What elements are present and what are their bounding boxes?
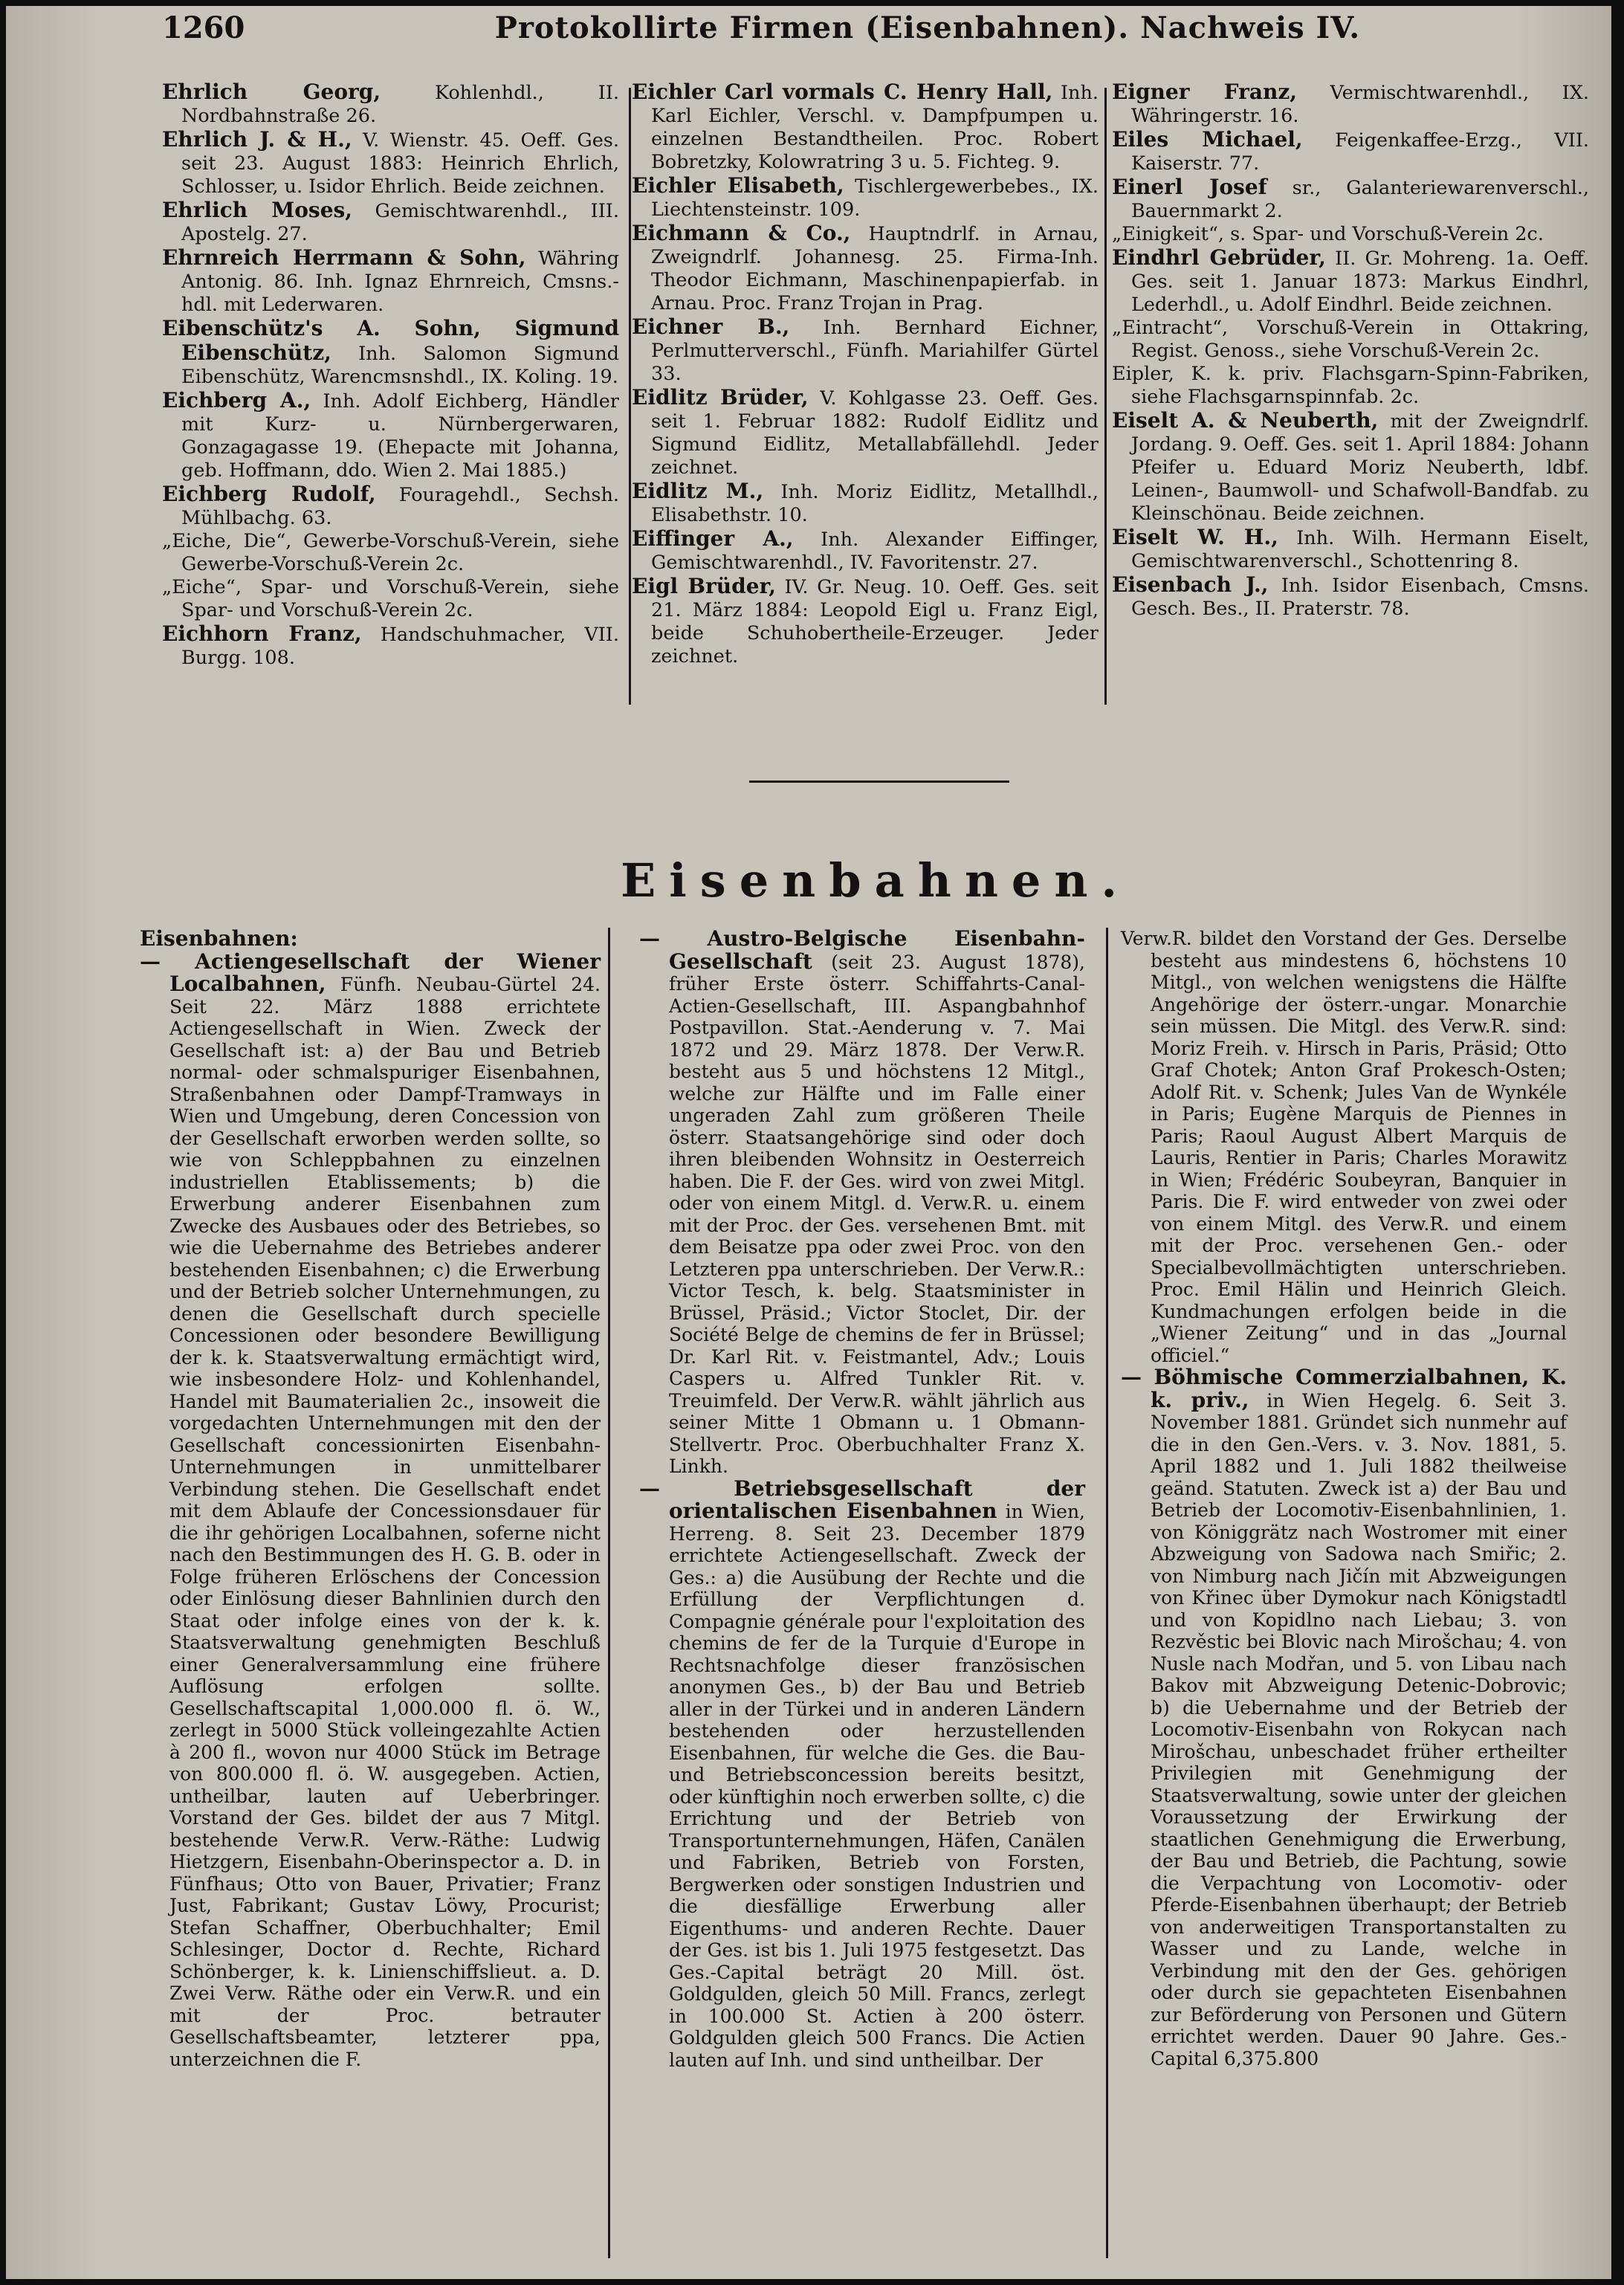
- entry: [1112, 317, 1589, 363]
- entry-text: Gemischtwarenhdl., III. Apostelg. 27.: [181, 200, 619, 245]
- entry-text: II. Gr. Mohreng. 1a. Oeff. Ges. seit 1. Januar 1873: Markus Eindhrl, Lederhdl., u. Adolf Eindhrl. Beide zeichnen.: [1131, 248, 1589, 316]
- entry-name: Eiselt W. H.,: [1112, 525, 1278, 549]
- entry-text: Handschuhmacher, VII. Burgg. 108.: [181, 624, 619, 669]
- entry-text: sr., Galanteriewarenverschl., Bauernmarkt 2.: [1131, 177, 1590, 222]
- entry-name: Eisenbahnen:: [140, 926, 298, 951]
- entry-text: V. Kohlgasse 23. Oeff. Ges. seit 1. Februar 1882: Rudolf Eidlitz und Sigmund Eidlitz, Metallabfällehdl. Jeder zeichnet.: [651, 387, 1099, 479]
- directory-column-3: [1112, 80, 1589, 621]
- entry-text: Eipler, K. k. priv. Flachsgarn-Spinn-Fabriken, siehe Flachsgarnspinnfab. 2c.: [1112, 363, 1589, 408]
- entry-text: Inh. Alexander Eiffinger, Gemischtwarenhdl., IV. Favoritenstr. 27.: [651, 529, 1099, 574]
- entry-name: Eidlitz Brüder,: [632, 385, 809, 410]
- railway-column-1: [140, 928, 601, 2070]
- entry: [632, 479, 1099, 527]
- entry-text: Inh. Wilh. Hermann Eiselt, Gemischtwarenverschl., Schottenring 8.: [1131, 527, 1589, 572]
- entry: [1112, 363, 1589, 409]
- entry-name: Eindhrl Gebrüder,: [1112, 245, 1326, 270]
- entry-name: Eichner B.,: [632, 314, 790, 339]
- entry: [162, 530, 619, 576]
- entry: [140, 928, 601, 951]
- entry: [162, 128, 619, 198]
- entry-name: Eibenschütz's A. Sohn, Sigmund Eibenschütz,: [162, 316, 619, 365]
- entry-text: Inh. Adolf Eichberg, Händler mit Kurz- u. Nürnbergerwaren, Gonzagagasse 19. (Ehepacte mit Johanna, geb. Hoffmann, ddo. Wien 2. Mai 1885.): [181, 390, 619, 482]
- entry-text: Inh. Isidor Eisenbach, Cmsns. Gesch. Bes., II. Praterstr. 78.: [1131, 575, 1590, 620]
- section-title: Eisenbahnen.: [620, 853, 1131, 908]
- entry-name: Eigner Franz,: [1112, 80, 1297, 104]
- entry-name: — Austro-Belgische Eisenbahn-Gesellschaft: [639, 926, 1085, 974]
- entry-text: Hauptndrlf. in Arnau, Zweigndrlf. Johannesg. 25. Firma-Inh. Theodor Eichmann, Maschinenpapierfab. in Arnau. Proc. Franz Trojan in Prag.: [651, 223, 1099, 314]
- entry-name: Eidlitz M.,: [632, 479, 764, 503]
- entry: [162, 198, 619, 246]
- entry: [632, 174, 1099, 222]
- entry-text: in Wien, Herreng. 8. Seit 23. December 1879 errichtete Actiengesellschaft. Zweck der Ges.: a) die Ausübung der Rechte und die Erfüllung der Verpflichtungen d. Compagnie générale pour l'exploitation des chemins de fer de la Turquie d'Europe in Rechtsnachfolge dieser französischen anonymen Ges., b) der Bau und Betrieb aller in der Türkei und in anderen Ländern bestehenden oder herzustellenden Eisenbahnen, für welche die Ges. die Bau- und Betriebsconcession bereits besitzt, oder künftighin noch erwerben sollte, c) die Errichtung und der Betrieb von Transportunternehmungen, Häfen, Canälen und Fabriken, Betrieb von Forsten, Bergwerken oder sonstigen Industrien und die diesfällige Erwerbung aller Eigenthums- und anderen Rechte. Dauer der Ges. ist bis 1. Juli 1975 festgesetzt. Das Ges.-Capital beträgt 20 Mill. öst. Goldgulden, gleich 50 Mill. Francs, zerlegt in 100.000 St. Actien à 200 österr. Goldgulden gleich 500 Francs. Die Actien lauten auf Inh. und sind untheilbar. Der: [669, 1501, 1085, 2071]
- entry-text: „Einigkeit“, s. Spar- und Vorschuß-Verein 2c.: [1112, 223, 1544, 245]
- entry-name: — Böhmische Commerzialbahnen, K. k. priv.,: [1121, 1365, 1567, 1412]
- entry-text: V. Wienstr. 45. Oeff. Ges. seit 23. August 1883: Heinrich Ehrlich, Schlosser, u. Isidor Ehrlich. Beide zeichnen.: [181, 129, 619, 198]
- page-header: [162, 10, 1589, 64]
- entry-text: Feigenkaffee-Erzg., VII. Kaiserstr. 77.: [1131, 129, 1590, 175]
- page-number: 1260: [162, 10, 245, 45]
- entry-text: Inh. Bernhard Eichner, Perlmutterverschl., Fünfh. Mariahilfer Gürtel 33.: [651, 317, 1099, 385]
- entry-name: Eigl Brüder,: [632, 574, 776, 598]
- entry: [632, 527, 1099, 575]
- column-rule: [1104, 88, 1107, 705]
- entry: [1112, 409, 1589, 526]
- entry-text: Inh. Moriz Eidlitz, Metallhdl., Elisabethstr. 10.: [651, 481, 1099, 526]
- entry: [639, 1478, 1085, 2072]
- entry-text: IV. Gr. Neug. 10. Oeff. Ges. seit 21. März 1884: Leopold Eigl u. Franz Eigl, beide Schuhobertheile-Erzeuger. Jeder zeichnet.: [651, 576, 1099, 668]
- railway-listing: [140, 928, 1596, 2266]
- entry: [162, 317, 619, 389]
- running-head: Protokollirte Firmen (Eisenbahnen). Nachweis IV.: [494, 10, 1361, 45]
- entry-name: Eichberg Rudolf,: [162, 482, 376, 506]
- entry-text: Fünfh. Neubau-Gürtel 24. Seit 22. März 1888 errichtete Actiengesellschaft in Wien. Zweck der Gesellschaft ist: a) der Bau und Betrieb normal- oder schmalspuriger Eisenbahnen, Straßenbahnen oder Dampf-Tramways in Wien und Umgebung, deren Concession von der Gesellschaft erworben werden sollte, so wie von Schleppbahnen zu einzelnen industriellen Etablissements; b) die Erwerbung anderer Eisenbahnen zum Zwecke des Ausbaues oder des Betriebes, so wie die Uebernahme des Betriebes anderer bestehenden Eisenbahnen; c) die Erwerbung und der Betrieb solcher Unternehmungen, zu denen die Gesellschaft durch specielle Concessionen oder besondere Bewilligung der k. k. Staatsverwaltung ermächtigt wird, wie insbesondere Holz- und Kohlenhandel, Handel mit Baumaterialien 2c., insoweit die vorgedachten Unternehmungen mit den der Gesellschaft concessionirten Eisenbahn-Unternehmungen in unmittelbarer Verbindung stehen. Die Gesellschaft endet mit dem Ablaufe der Concessionsdauer für die ihr gehörigen Localbahnen, soferne nicht nach den Bestimmungen des H. G. B. oder in Folge früheren Erlöschens der Concession oder Einlösung dieser Bahnlinien durch den Staat oder infolge eines von der k. k. Staatsverwaltung genehmigten Beschluß einer Generalversammlung eine frühere Auflösung erfolgen sollte. Gesellschaftscapital 1,000.000 fl. ö. W., zerlegt in 5000 Stück volleingezahlte Actien à 200 fl., wovon nur 4000 Stück im Betrage von 800.000 fl. ö. W. ausgegeben. Actien, untheilbar, lauten auf Ueberbringer. Vorstand der Ges. bildet der aus 7 Mitgl. bestehende Verw.R. Verw.-Räthe: Ludwig Hietzgern, Eisenbahn-Oberinspector a. D. in Fünfhaus; Otto von Bauer, Privatier; Franz Just, Fabrikant; Gustav Löwy, Procurist; Stefan Schaffner, Oberbuchhalter; Emil Schlesinger, Doctor d. Rechte, Richard Schönberger, k. k. Linienschiffslieut. a. D. Zwei Verw. Räthe oder ein Verw.R. und ein mit der Proc. betrauter Gesellschaftsbeamter, letzterer ppa, unterzeichnen die F.: [169, 974, 601, 2070]
- column-rule: [608, 928, 610, 2258]
- entry-name: Ehrlich Moses,: [162, 198, 353, 222]
- entry-text: Währing Antonig. 86. Inh. Ignaz Ehrnreich, Cmsns.-hdl. mit Lederwaren.: [181, 248, 619, 316]
- entry-name: — Betriebsgesellschaft der orientalischen Eisenbahnen: [639, 1476, 1085, 1523]
- entry: [1112, 128, 1589, 175]
- entry: [1112, 80, 1589, 128]
- directory-listing: [162, 80, 1589, 749]
- entry-text: „Eintracht“, Vorschuß-Verein in Ottakring, Regist. Genoss., siehe Vorschuß-Verein 2c.: [1112, 317, 1589, 362]
- entry-name: Eichmann & Co.,: [632, 221, 851, 245]
- entry-name: Eichler Elisabeth,: [632, 173, 844, 198]
- railway-column-3: [1121, 928, 1567, 2069]
- entry-text: Tischlergewerbebes., IX. Liechtensteinstr. 109.: [651, 175, 1099, 221]
- entry-name: Eichler Carl vormals C. Henry Hall,: [632, 80, 1053, 104]
- entry-text: in Wien Hegelg. 6. Seit 3. November 1881. Gründet sich nunmehr auf die in den Gen.-Vers. v. 3. Nov. 1881, 5. April 1882 und 1. Juli 1882 theilweise geänd. Statuten. Zweck ist a) der Bau und Betrieb der Locomotiv-Eisenbahnlinien, 1. von Königgrätz nach Wostromer mit einer Abzweigung von Sadowa nach Smiřic; 2. von Nimburg nach Jičín mit Abzweigungen von Křinec über Dymokur nach Königstadtl und von Kopidlno nach Liebau; 3. von Rezvěstic bei Blovic nach Mirošchau; 4. von Nusle nach Modřan, und 5. von Libau nach Bakov mit Abzweigung Detenic-Dobrovic; b) die Uebernahme und der Betrieb der Locomotiv-Eisenbahn von Rokycan nach Mirošchau, unbeschadet früher ertheilter Privilegien mit Genehmigung der Staatsverwaltung, sowie unter der gleichen Voraussetzung der Erwirkung der staatlichen Genehmigung die Erwerbung, der Bau und Betrieb, die Pachtung, sowie die Verpachtung von Locomotiv- oder Pferde-Eisenbahnen überhaupt; der Betrieb von anderweitigen Transportanstalten zu Wasser und zu Lande, welche in Verbindung mit den der Ges. gehörigen oder durch sie gepachteten Eisenbahnen zur Beförderung von Personen und Gütern errichtet werden. Dauer 90 Jahre. Ges.-Capital 6,375.800: [1151, 1389, 1567, 2069]
- entry: [1112, 175, 1589, 223]
- section-separator: [749, 780, 1009, 783]
- entry-name: Eichhorn Franz,: [162, 621, 362, 646]
- entry: [632, 575, 1099, 668]
- entry-text: Fouragehdl., Sechsh. Mühlbachg. 63.: [181, 484, 620, 529]
- directory-column-2: [632, 80, 1099, 668]
- entry-name: Eiles Michael,: [1112, 127, 1303, 152]
- entry-text: Vermischtwarenhdl., IX. Währingerstr. 16.: [1131, 82, 1589, 127]
- entry-text: Kohlenhdl., II. Nordbahnstraße 26.: [181, 82, 619, 127]
- entry: [1112, 526, 1589, 573]
- entry-text: mit der Zweigndrlf. Jordang. 9. Oeff. Ges. seit 1. April 1884: Johann Pfeifer u. Eduard Moriz Neuberth, ldbf. Leinen-, Baumwoll- und Schafwoll-Bandfab. zu Kleinschönau. Beide zeichnen.: [1131, 410, 1589, 525]
- entry-name: Ehrnreich Herrmann & Sohn,: [162, 245, 526, 270]
- entry: [1121, 928, 1567, 1366]
- entry-name: Eisenbach J.,: [1112, 572, 1269, 597]
- entry: [632, 80, 1099, 174]
- entry: [1112, 573, 1589, 621]
- entry-name: Ehrlich J. & H.,: [162, 127, 352, 152]
- entry-name: — Actiengesellschaft der Wiener Localbahnen,: [140, 948, 601, 996]
- entry: [162, 389, 619, 482]
- entry: [162, 80, 619, 128]
- entry: [162, 622, 619, 670]
- entry-text: „Eiche, Die“, Gewerbe-Vorschuß-Verein, siehe Gewerbe-Vorschuß-Verein 2c.: [162, 530, 619, 575]
- entry-text: (seit 23. August 1878), früher Erste österr. Schiffahrts-Canal-Actien-Gesellschaft, III. Aspangbahnhof Postpavillon. Stat.-Aenderung v. 7. Mai 1872 und 29. März 1878. Der Verw.R. besteht aus 5 und höchstens 12 Mitgl., welche zur Hälfte und im Falle einer ungeraden Zahl zum größeren Theile österr. Staatsangehörige sind oder doch ihren bleibenden Wohnsitz in Oesterreich haben. Die F. der Ges. wird von zwei Mitgl. oder von einem Mitgl. d. Verw.R. u. einem mit der Proc. der Ges. versehenen Bmt. mit dem Beisatze ppa oder zwei Proc. von den Letzteren ppa unterschrieben. Der Verw.R.: Victor Tesch, k. belg. Staatsminister in Brüssel, Präsid.; Victor Stoclet, Dir. der Société Belge de chemins de fer in Brüssel; Dr. Karl Rit. v. Feistmantel, Adv.; Louis Caspers u. Alfred Tunkler Rit. v. Treuimfeld. Der Verw.R. wählt jährlich aus seiner Mitte 1 Obmann u. 1 Obmann-Stellvertr. Proc. Oberbuchhalter Franz X. Linkh.: [669, 951, 1085, 1477]
- entry: [639, 928, 1085, 1478]
- entry: [1112, 246, 1589, 317]
- entry: [1112, 223, 1589, 246]
- column-rule: [1106, 928, 1108, 2258]
- entry: [162, 482, 619, 530]
- entry: [632, 315, 1099, 386]
- entry: [162, 246, 619, 317]
- entry-name: Einerl Josef: [1112, 175, 1267, 199]
- entry-text: „Eiche“, Spar- und Vorschuß-Verein, siehe Spar- und Vorschuß-Verein 2c.: [162, 576, 619, 621]
- entry-name: Ehrlich Georg,: [162, 80, 381, 104]
- directory-column-1: [162, 80, 619, 670]
- entry: [140, 948, 601, 2071]
- entry: [632, 386, 1099, 479]
- column-rule: [629, 88, 631, 705]
- entry-name: Eichberg A.,: [162, 388, 311, 413]
- entry: [162, 576, 619, 622]
- entry-text: Inh. Salomon Sigmund Eibenschütz, Warencmsnshdl., IX. Koling. 19.: [181, 343, 619, 388]
- entry: [1121, 1366, 1567, 2069]
- entry-name: Eiselt A. & Neuberth,: [1112, 408, 1379, 433]
- railway-column-2: [639, 928, 1085, 2071]
- document-page: [6, 6, 1611, 2279]
- entry-text: Verw.R. bildet den Vorstand der Ges. Derselbe besteht aus mindestens 6, höchstens 10 Mitgl., von welchen wenigstens die Hälfte Angehörige der österr.-ungar. Monarchie sein müssen. Die Mitgl. des Verw.R. sind: Moriz Freih. v. Hirsch in Paris, Präsid; Otto Graf Chotek; Anton Graf Prokesch-Osten; Adolf Rit. v. Schenk; Jules Van de Wynkéle in Paris; Eugène Marquis de Piennes in Paris; Raoul August Albert Marquis de Lauris, Rentier in Paris; Charles Morawitz in Wien; Frédéric Soubeyran, Banquier in Paris. Die F. wird entweder von zwei oder von einem Mitgl. des Verw.R. und einem mit der Proc. versehenen Gen.- oder Specialbevollmächtigten unterschrieben. Proc. Emil Hälin und Heinrich Gleich. Kundmachungen erfolgen beide in die „Wiener Zeitung“ und in das „Journal officiel.“: [1121, 928, 1567, 1366]
- entry-name: Eiffinger A.,: [632, 526, 794, 551]
- entry: [632, 222, 1099, 315]
- entry-text: Inh. Karl Eichler, Verschl. v. Dampfpumpen u. einzelnen Bestandtheilen. Proc. Robert Bobretzky, Kolowratring 3 u. 5. Fichteg. 9.: [651, 82, 1099, 173]
